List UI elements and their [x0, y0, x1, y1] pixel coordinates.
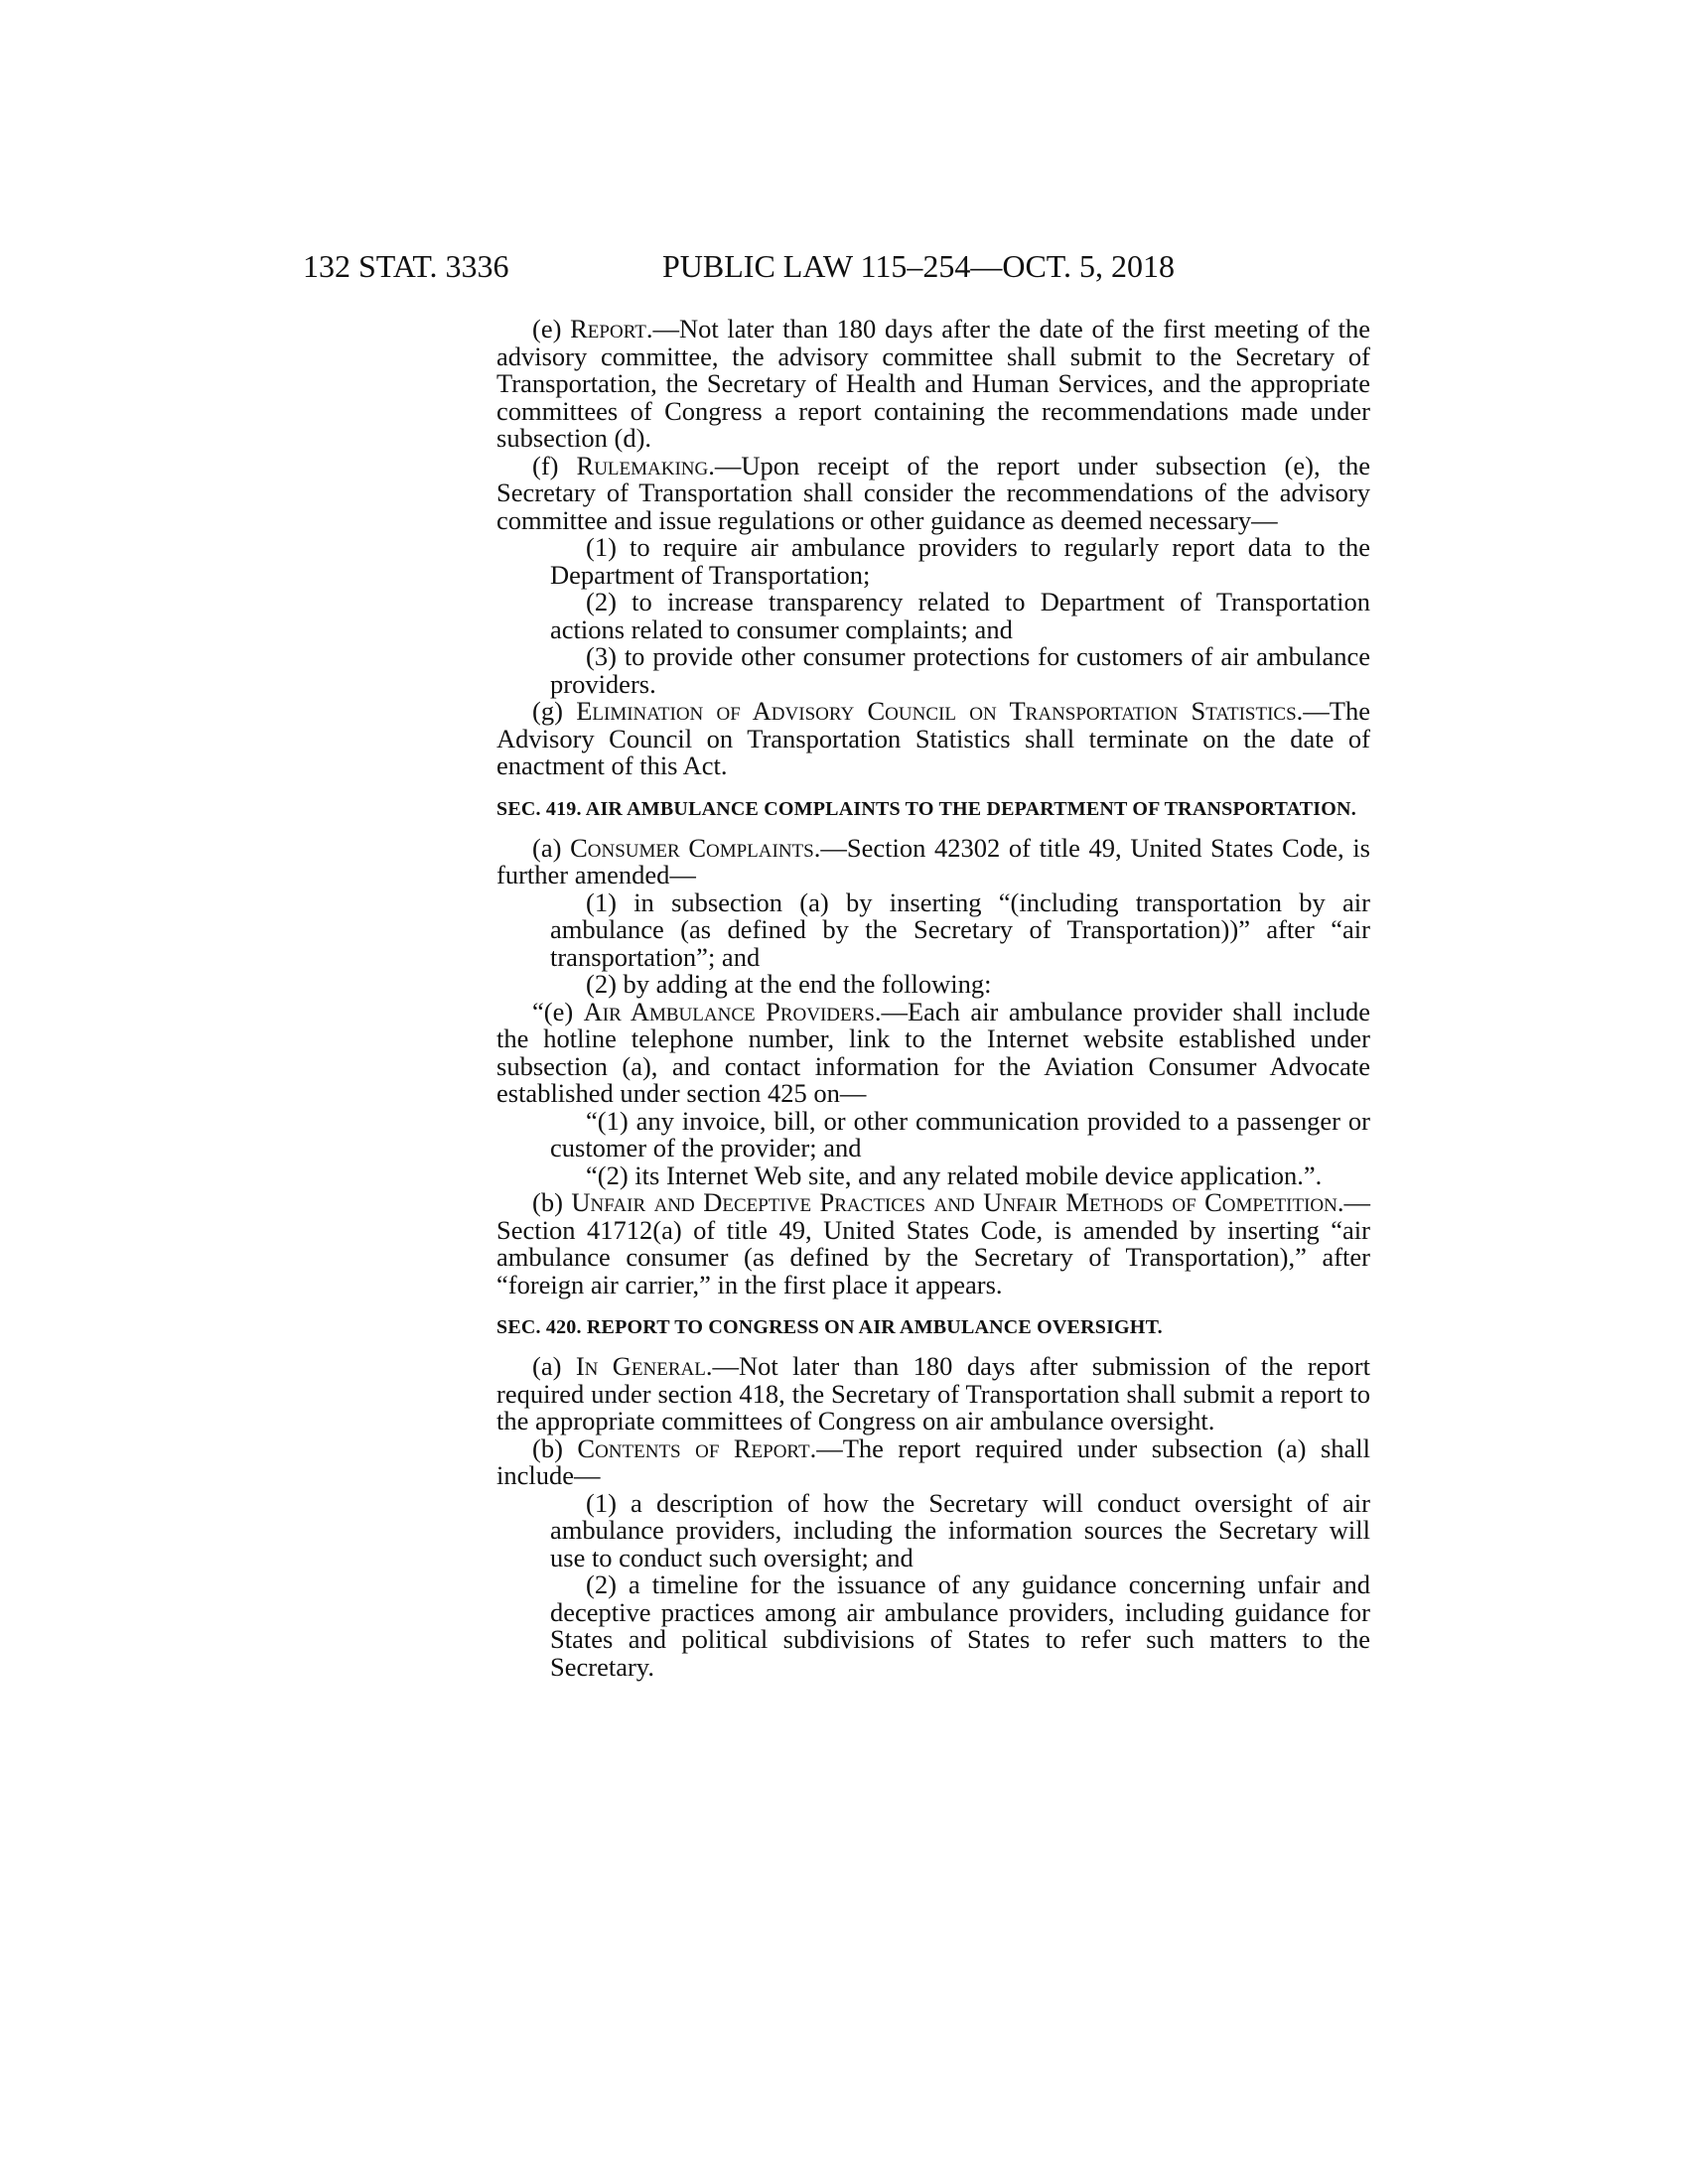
paragraph-f2: (2) to increase transparency related to Department of Transportation actions related to consumer complaints; and [550, 587, 1370, 644]
subsection-heading: Contents of Report [577, 1433, 810, 1463]
subsection-e: (e) Report.—Not later than 180 days after the date of the first meeting of the advisory committee, the advisory committee shall submit to the Secretary of Transportation, the Secretary of Health and Human Services, and the appropriate committees of Congress a report containing the recommendations made under subsection (d). [496, 314, 1370, 453]
section-420-subsection-a: (a) In General.—Not later than 180 days after submission of the report required under section 418, the Secretary of Transportation shall submit a report to the appropriate committees of Congress on air ambulance oversight. [496, 1351, 1370, 1435]
subsection-heading: Consumer Complaints [570, 832, 814, 863]
running-header [303, 248, 1370, 288]
section-420-subsection-b: (b) Contents of Report.—The report required under subsection (a) shall include— [496, 1433, 1371, 1490]
subsection-heading: Air Ambulance Providers [583, 996, 875, 1026]
subsection-heading: Report [570, 314, 646, 343]
document-body [496, 316, 1370, 1681]
section-419-paragraph-a1: (1) in subsection (a) by inserting “(including transportation by air ambulance (as defined by the Secretary of Transportation))” after “air transportation”; and [550, 887, 1370, 972]
subsection-heading: Unfair and Deceptive Practices and Unfair Methods of Competition [571, 1187, 1337, 1217]
section-420-paragraph-b1: (1) a description of how the Secretary will conduct oversight of air ambulance providers, including the information sources the Secretary will use to conduct such oversight; and [550, 1487, 1370, 1572]
section-420-heading: SEC. 420. REPORT TO CONGRESS ON AIR AMBULANCE OVERSIGHT. [496, 1316, 1163, 1338]
section-419-paragraph-a2: (2) by adding at the end the following: [586, 969, 992, 999]
subsection-f: (f) Rulemaking.—Upon receipt of the report under subsection (e), the Secretary of Transportation shall consider the recommendations of the advisory committee and issue regulations or other guidance as deemed necessary— [496, 450, 1370, 535]
subsection-heading: In General [575, 1351, 706, 1381]
section-419-quoted-subsection-e: “(e) Air Ambulance Providers.—Each air ambulance provider shall include the hotline telephone number, link to the Internet website established under subsection (a), and contact information for the Aviation Consumer Advocate established under section 425 on— [496, 996, 1370, 1108]
paragraph-f3: (3) to provide other consumer protections for customers of air ambulance providers. [550, 641, 1370, 699]
section-419-subsection-a: (a) Consumer Complaints.—Section 42302 of title 49, United States Code, is further amended— [496, 832, 1370, 889]
paragraph-f1: (1) to require air ambulance providers to regularly report data to the Department of Transportation; [550, 532, 1370, 590]
subsection-heading: Elimination of Advisory Council on Transportation Statistics [576, 696, 1297, 726]
section-419-quoted-paragraph-2: “(2) its Internet Web site, and any related mobile device application.”. [586, 1160, 1323, 1190]
section-419-heading: SEC. 419. AIR AMBULANCE COMPLAINTS TO THE DEPARTMENT OF TRANSPORTATION. [496, 797, 1356, 820]
stat-page-number: 132 STAT. 3336 [303, 248, 509, 284]
section-420-paragraph-b2: (2) a timeline for the issuance of any guidance concerning unfair and deceptive practices among air ambulance providers, including guidance for States and political subdivisions of States to refer such matters to the Secretary. [550, 1570, 1370, 1682]
section-419-quoted-paragraph-1: “(1) any invoice, bill, or other communication provided to a passenger or customer of the provider; and [550, 1105, 1370, 1162]
subsection-g: (g) Elimination of Advisory Council on Transportation Statistics.—The Advisory Council on Transportation Statistics shall terminate on the date of enactment of this Act. [496, 696, 1370, 780]
section-419-subsection-b: (b) Unfair and Deceptive Practices and Unfair Methods of Competition.—Section 41712(a) of title 49, United States Code, is amended by inserting “air ambulance consumer (as defined by the Secretary of Transportation),” after “foreign air carrier,” in the first place it appears. [496, 1187, 1370, 1299]
subsection-heading: Rulemaking [576, 450, 709, 480]
law-citation: PUBLIC LAW 115–254—OCT. 5, 2018 [662, 248, 1175, 284]
